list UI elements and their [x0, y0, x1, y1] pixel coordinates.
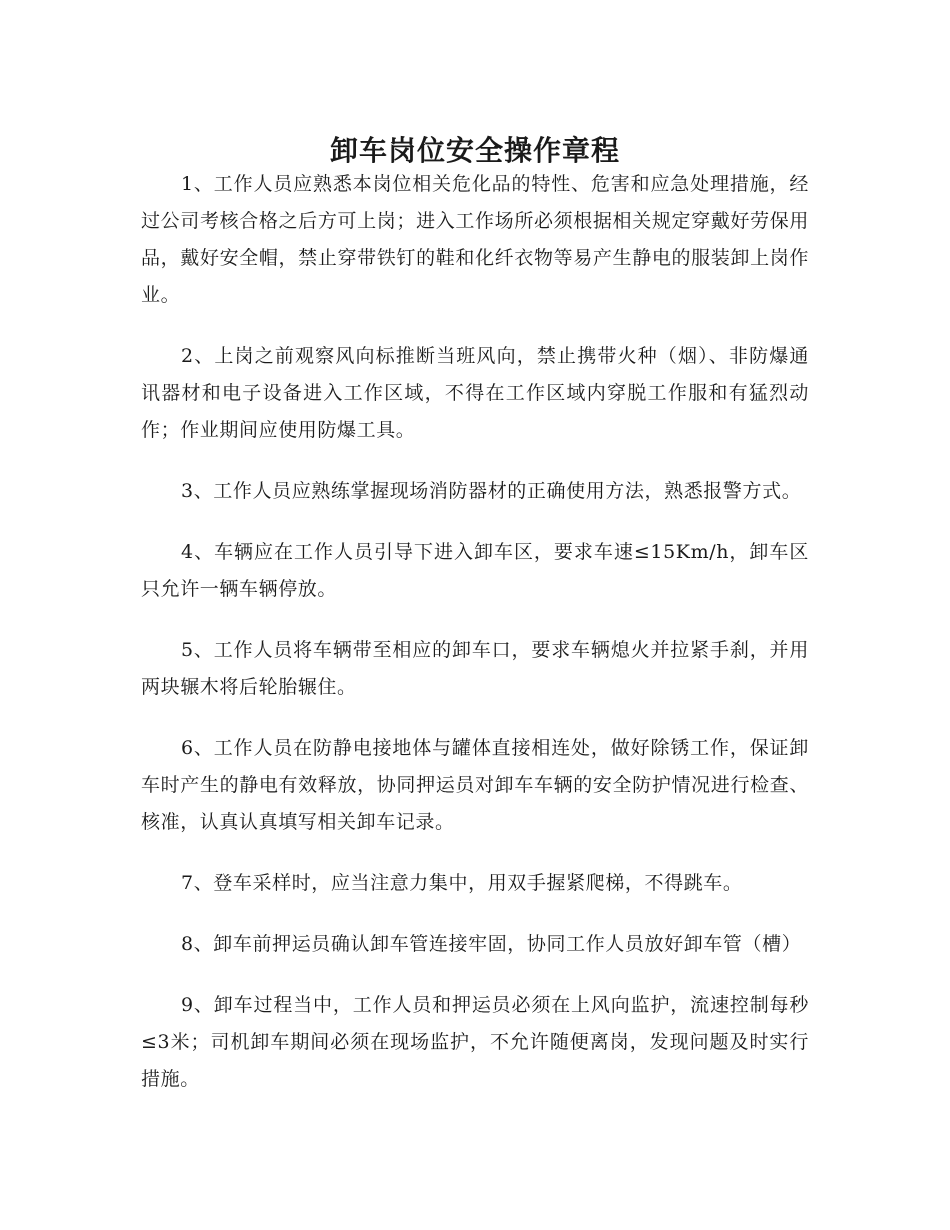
paragraph-5: 5、工作人员将车辆带至相应的卸车口，要求车辆熄火并拉紧手刹，并用两块辗木将后轮胎辗住。 — [141, 639, 809, 698]
document-body — [141, 166, 809, 1122]
paragraph-7: 7、登车采样时，应当注意力集中，用双手握紧爬梯，不得跳车。 — [181, 872, 743, 894]
paragraph-4: 4、车辆应在工作人员引导下进入卸车区，要求车速≤15Km/h，卸车区只允许一辆车辆停放。 — [141, 541, 809, 600]
paragraph-8: 8、卸车前押运员确认卸车管连接牢固，协同工作人员放好卸车管（槽） — [181, 933, 802, 955]
paragraph-6: 6、工作人员在防静电接地体与罐体直接相连处，做好除锈工作，保证卸车时产生的静电有效释放，协同押运员对卸车车辆的安全防护情况进行检查、核准，认真认真填写相关卸车记录。 — [141, 737, 809, 833]
paragraph-1: 1、工作人员应熟悉本岗位相关危化品的特性、危害和应急处理措施，经过公司考核合格之后方可上岗；进入工作场所必须根据相关规定穿戴好劳保用品，戴好安全帽，禁止穿带铁钉的鞋和化纤衣物等易产生静电的服装卸上岗作业。 — [141, 173, 809, 306]
document-title: 卸车岗位安全操作章程 — [329, 133, 620, 167]
paragraph-3: 3、工作人员应熟练掌握现场消防器材的正确使用方法，熟悉报警方式。 — [181, 480, 802, 502]
paragraph-2: 2、上岗之前观察风向标推断当班风向，禁止携带火种（烟）、非防爆通讯器材和电子设备进入工作区域，不得在工作区域内穿脱工作服和有猛烈动作；作业期间应使用防爆工具。 — [141, 345, 809, 441]
paragraph-9: 9、卸车过程当中，工作人员和押运员必须在上风向监护，流速控制每秒≤3米；司机卸车期间必须在现场监护，不允许随便离岗，发现问题及时实行措施。 — [141, 994, 809, 1090]
